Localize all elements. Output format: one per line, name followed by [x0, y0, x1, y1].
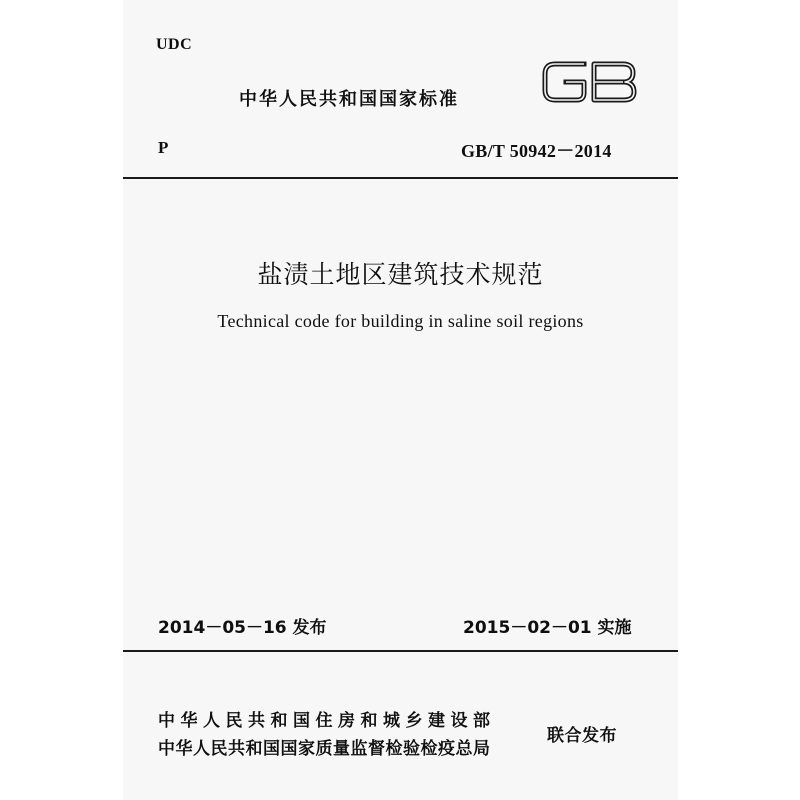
issue-date: 2014－05－16 发布: [158, 618, 327, 638]
title-english: Technical code for building in saline soil regions: [217, 311, 584, 331]
category-code: P: [158, 138, 169, 157]
header-divider: [123, 177, 678, 179]
footer-divider: [123, 650, 678, 652]
gb-logo-icon: [539, 56, 640, 108]
standard-cover: [123, 0, 678, 800]
issuer-quality-administration: 中华人民共和国国家质量监督检验检疫总局: [158, 739, 491, 759]
title-chinese: 盐渍土地区建筑技术规范: [257, 260, 544, 289]
issuer-ministry-housing: 中华人民共和国住房和城乡建设部: [158, 711, 496, 731]
implementation-date: 2015－02－01 实施: [463, 618, 632, 638]
national-standard-label: 中华人民共和国国家标准: [239, 89, 459, 110]
joint-issue-label: 联合发布: [547, 726, 617, 746]
standard-number: GB/T 50942－2014: [461, 141, 612, 161]
udc-label: UDC: [156, 36, 193, 53]
